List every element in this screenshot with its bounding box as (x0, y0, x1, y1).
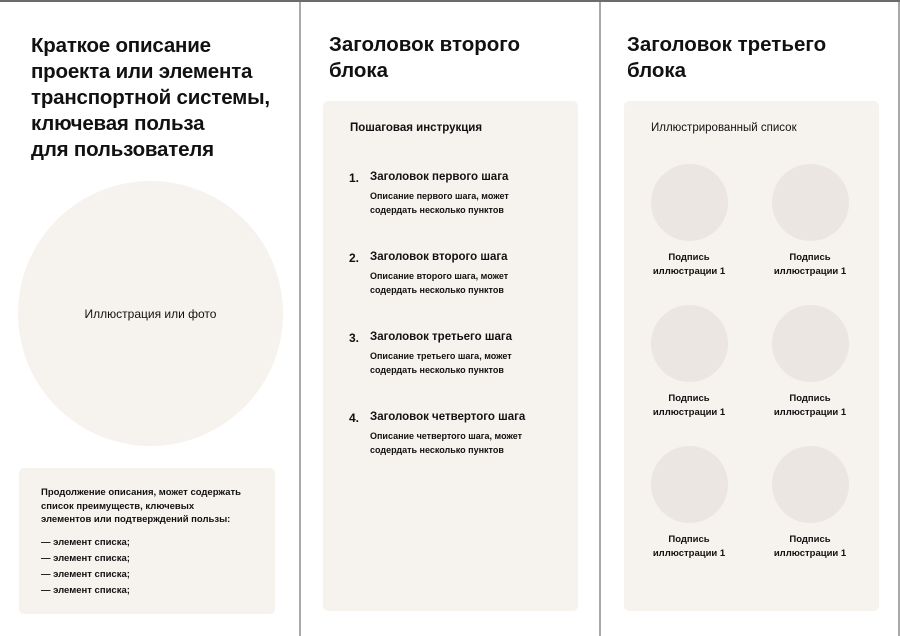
caption-line: Подпись (668, 252, 710, 263)
illustration-circle (772, 164, 849, 241)
illustration-label: Иллюстрация или фото (84, 306, 217, 321)
step-title: Заголовок четвертого шага (370, 411, 526, 423)
illustration-caption (634, 533, 744, 560)
title-line: Заголовок третьего (627, 33, 827, 56)
illustration-caption (634, 392, 744, 419)
title-line: проекта или элемента (31, 60, 253, 83)
block-3 (601, 2, 898, 636)
illustration-caption (755, 392, 865, 419)
intro-line: список преимуществ, ключевых (41, 500, 195, 512)
illustration-circle (651, 305, 728, 382)
step-desc-line: содердать несколько пунктов (370, 285, 504, 295)
illustrated-item (755, 305, 865, 419)
list-item: — элемент списка; (41, 552, 130, 564)
step-description (370, 429, 570, 457)
caption-line: иллюстрации 1 (773, 406, 847, 418)
intro-line: элементов или подтверждений пользы: (41, 514, 231, 525)
illustrated-item (755, 446, 865, 560)
step-desc-line: содердать несколько пунктов (370, 205, 504, 215)
block-1 (0, 2, 299, 636)
illustration-placeholder (18, 181, 283, 446)
step-desc-line: содердать несколько пунктов (370, 365, 504, 375)
step-desc-line: Описание четвертого шага, может (370, 431, 523, 441)
illustration-caption (755, 533, 865, 560)
block-2 (301, 2, 599, 636)
step-desc-line: содердать несколько пунктов (370, 445, 504, 455)
caption-line: иллюстрации 1 (773, 265, 847, 277)
caption-line: иллюстрации 1 (773, 547, 847, 559)
caption-line: Подпись (789, 252, 831, 263)
title-line: блока (627, 59, 687, 82)
caption-line: иллюстрации 1 (652, 265, 726, 277)
step-desc-line: Описание второго шага, может (370, 271, 509, 281)
illustrated-list-title: Иллюстрированный список (651, 122, 797, 134)
illustration-caption (634, 251, 744, 278)
illustrated-item (755, 164, 865, 278)
illustrated-item (634, 164, 744, 278)
list-item: — элемент списка; (41, 568, 130, 580)
list-item: — элемент списка; (41, 536, 130, 548)
step-title: Заголовок второго шага (370, 251, 508, 263)
block-1-title (31, 33, 270, 163)
list-item: — элемент списка; (41, 584, 130, 596)
description-intro (41, 486, 275, 527)
description-card (19, 468, 275, 614)
step-title: Заголовок первого шага (370, 171, 509, 183)
caption-line: Подпись (668, 534, 710, 545)
block-2-title (329, 32, 520, 84)
title-line: блока (329, 59, 389, 82)
step-description (370, 189, 570, 217)
step-number: 2. (349, 251, 360, 265)
illustrated-list-card (624, 101, 879, 611)
step-title: Заголовок третьего шага (370, 331, 513, 343)
step-number: 4. (349, 411, 360, 425)
benefit-list (41, 535, 275, 599)
block-3-title (627, 32, 826, 84)
title-line: Краткое описание (31, 34, 211, 57)
caption-line: Подпись (668, 393, 710, 404)
intro-line: Продолжение описания, может содержать (41, 487, 242, 498)
illustration-circle (772, 305, 849, 382)
step-number: 3. (349, 331, 360, 345)
step-description (370, 269, 570, 297)
caption-line: иллюстрации 1 (652, 547, 726, 559)
illustration-caption (755, 251, 865, 278)
step-desc-line: Описание первого шага, может (370, 191, 509, 201)
instruction-card-title: Пошаговая инструкция (350, 122, 483, 134)
caption-line: Подпись (789, 393, 831, 404)
title-line: для пользователя (31, 138, 214, 161)
title-line: ключевая польза (31, 112, 205, 135)
illustration-circle (651, 164, 728, 241)
illustrated-item (634, 305, 744, 419)
illustration-circle (772, 446, 849, 523)
caption-line: Подпись (789, 534, 831, 545)
instruction-card (323, 101, 578, 611)
illustration-circle (651, 446, 728, 523)
title-line: транспортной системы, (31, 86, 270, 109)
step-description (370, 349, 570, 377)
caption-line: иллюстрации 1 (652, 406, 726, 418)
illustrated-item (634, 446, 744, 560)
step-number: 1. (349, 171, 360, 185)
step-desc-line: Описание третьего шага, может (370, 351, 512, 361)
title-line: Заголовок второго (329, 33, 521, 56)
